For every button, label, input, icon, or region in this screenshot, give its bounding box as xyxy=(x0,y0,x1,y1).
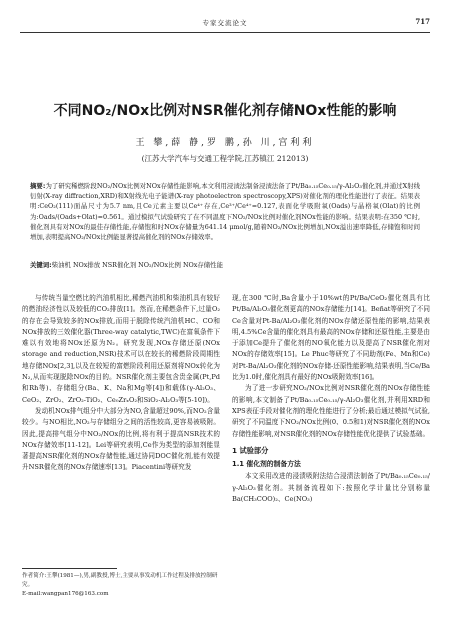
author-bio: 作者简介:王攀(1981—),男,副教授,博士,主要从事发动机工作过程及排放控制研究。 xyxy=(22,573,218,588)
body-paragraph: 为了进一步研究NO₂/NOx比例对NSR催化剂的NOx存储性能的影响,本文制备了Pt/Ba₀.₁₅Ce₀.₁₅/γ-Al₂O₃催化剂,并利用XRD和XPS表征手段对催化剂的理化性能进行了分析;最后通过模拟气试验,研究了不同温度下NO₂/NOx比例(0、0.5和1)对NSR催化剂的NOx存储性能影响,对NSR催化剂的NOx存储性能优化提供了试验基础。 xyxy=(232,384,430,438)
section-heading: 1 试验部分 xyxy=(232,445,269,455)
body-paragraph: 发动机NOx排气组分中大部分为NO,含量超过90%,而NO₂含量较少。与NO相比,NO₂与存储组分之间的活性较高,更容易被吸附。因此,提高排气组分中NO₂/NOx的比例,将有利于提高NSR技术的NOx存储效率[11-12]。Lei等研究表明,Ce作为类型的添加剂能显著提高NSR催化剂的NOx存储性能,通过协同DOC催化剂,能有效提升NSR催化剂的NOx存储速率[13]。Piacentini等研究发 xyxy=(22,406,220,472)
body-column-right xyxy=(232,293,430,505)
keywords-text: 柴油机 NOx排放 NSR催化剂 NO₂/NOx比例 NOx存储性能 xyxy=(51,261,223,269)
author-list: 王 攀,薛 静,罗 鹏,孙 川,宫利利 xyxy=(135,138,315,148)
body-paragraph: 本文采用改进的浸渍吸附法结合浸渍法制备了Pt/Ba₀.₁₅Ce₀.₁₅/γ-Al₂O₃催化剂。其制备流程如下:按照化学计量比分别称量Ba(CH₃COO)₂、Ce(NO₃) xyxy=(232,472,430,504)
author-email: E-mail:wangpan176@163.com xyxy=(22,591,109,597)
body-column-left xyxy=(22,293,220,558)
page-number: 717 xyxy=(415,17,430,26)
affiliation: (江苏大学汽车与交通工程学院,江苏镇江 212013) xyxy=(141,154,309,163)
body-paragraph: 现,在300 ℃时,Ba含量小于10%wt的Pt/Ba/CeO₂催化剂具有比Pt/Ba/Al₂O₃催化剂更高的NOx存储能力[14]。Beñat等研究了不同Ce含量对Pt-Ba/Al₂O₃催化剂的NOx存储还原性能的影响,结果表明,4.5%Ce含量的催化剂具有最高的NOx存储和还原性能,主要是由于添加Ce提升了催化剂的NO氧化能力以及提高了NSR催化剂对NOx的存储效率[15]。Le Phuc等研究了不同助剂(Fe、Mn和Ce)对Pt-Ba/Al₂O₃催化剂的NOx存储-还原性能影响,结果表明,当Ce/Ba比为1.0时,催化剂具有最好的NOx吸附效率[16]。 xyxy=(232,294,430,382)
abstract-text: 为了研究稀燃阶段NO₂/NOx比例对NOx存储性能影响,本文利用浸渍法制备浸渍法备了Pt/Ba₀.₁₅Ce₀.₁₅/γ-Al₂O₃催化剂,并通过X射线衍射(X-ray diffraction,XRD)和X射线光电子能谱(X-ray photoelectron spectroscopy,XPS)对催化剂的理化性能进行了表征。结果表明:CeO₂(111)面晶尺寸为5.7 nm,且Ce元素主要以Ce⁴⁺存在,Ce³⁺/Ce⁴⁺=0.127,表面化学吸附氧(Oads)与晶格氧(Olat)的比例为:Oads/(Oads+Olat)=0.561。通过模拟气试验研究了在不同温度下NO₂/NOx比例对催化剂NOx性能的影响。结果表明:在350 ℃时,催化剂具有对NOx的最佳存储性能,存储饱和时NOx存储量为641.14 μmol/g,随着NO₂/NOx比例增加,NOx溢出速率降低,存储饱和时间增加,表明提高NO₂/NOx比例能显著提高催化剂的NOx存储效率。 xyxy=(30,182,420,242)
keywords xyxy=(30,260,420,270)
running-header xyxy=(20,18,430,33)
footnote-divider xyxy=(22,568,117,569)
subsection-heading: 1.1 催化剂的制备方法 xyxy=(232,460,301,469)
keywords-label: 关键词: xyxy=(30,261,52,269)
journal-section-label: 专家交流论文 xyxy=(202,19,248,27)
abstract xyxy=(30,181,420,242)
body-paragraph: 与传统当量空燃比的汽油机相比,稀燃汽油机和柴油机具有较好的燃油经济性以及较低的CO₂排放[1]。然而,在稀燃条件下,过量O₂的存在会导致较多的NOx排放,而用于脱除传统汽油机HC、CO和NOx排放的三效催化器(Three-way catalytic,TWC)在富氧条件下难以有效地将NOx还原为N₂。研究发现,NOx存储还原(NOx storage and reduction,NSR)技术可以在较长的稀燃阶段周期性地存储NOx[2,3],以及在较短的富燃阶段利用还原剂将NOx转化为N₂,从而实现脱除NOx的目的。NSR催化剂主要包含贵金属(Pt,Pd和Rh等)、存储组分(Ba、K、Na和Mg等[4])和载体(γ-Al₂O₃、CeO₂、ZrO₂、ZrO₂-TiO₂、Ce₀ZrₓO₂和SiO₂-Al₂O₃等[5-10])。 xyxy=(22,294,220,404)
paper-title: 不同NO₂/NOx比例对NSR催化剂存储NOx性能的影响 xyxy=(53,103,397,119)
author-footnote xyxy=(22,572,222,599)
abstract-label: 摘要: xyxy=(30,182,46,190)
